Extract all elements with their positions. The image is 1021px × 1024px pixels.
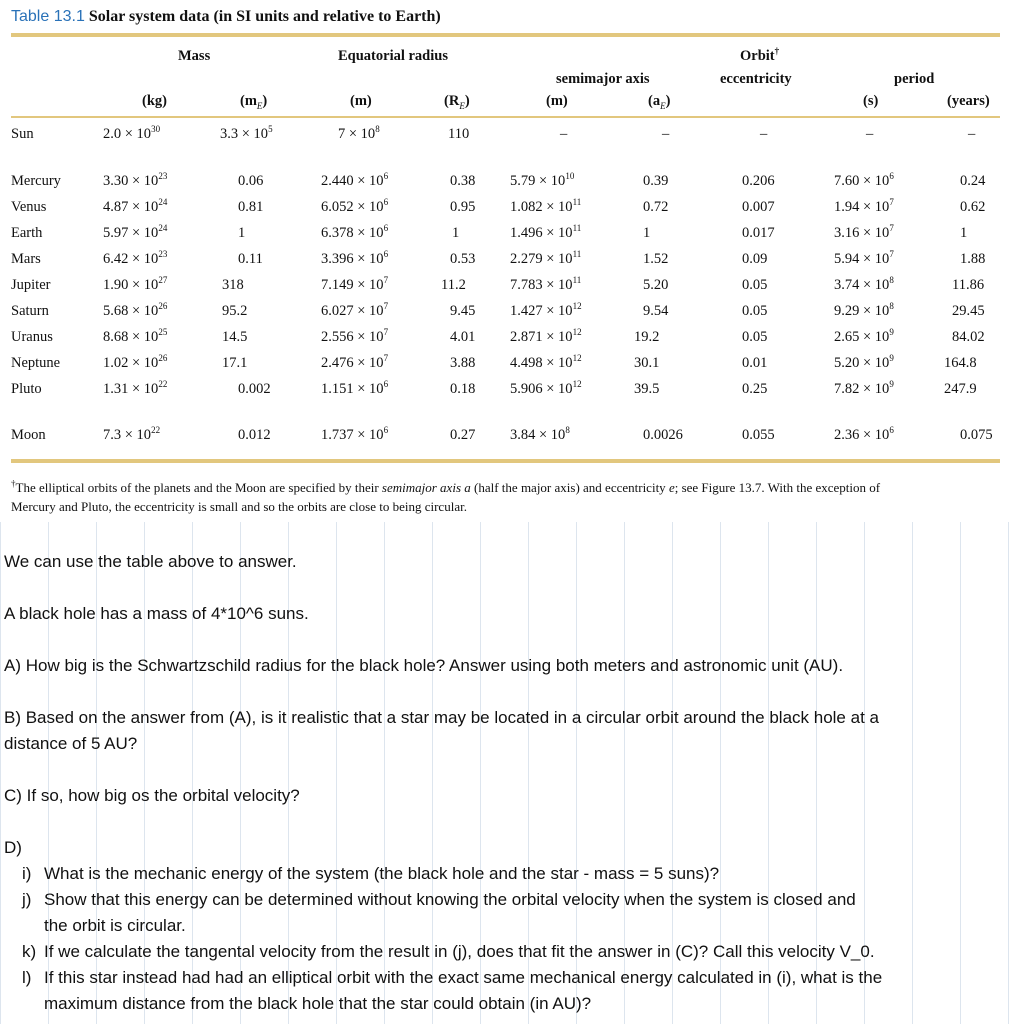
item-label: i) <box>22 864 32 883</box>
cell-axis-aE: 5.20 <box>643 277 669 293</box>
header-unit-s: (s) <box>863 93 879 109</box>
header-mass: Mass <box>178 48 211 64</box>
cell-axis-m: $1.082 \times 10^{11}$ <box>510 197 582 215</box>
cell-period-s: $5.94 \times 10^7$ <box>834 249 894 267</box>
question-d-item <box>22 916 186 936</box>
cell-period-years: 1.88 <box>960 251 986 267</box>
cell-radius-RE: 4.01 <box>450 329 476 345</box>
cell-axis-aE: 1.52 <box>643 251 669 267</box>
question-d-item <box>22 864 719 884</box>
cell-axis-m: $2.871 \times 10^{12}$ <box>510 327 582 345</box>
row-name: Venus <box>11 199 47 215</box>
cell-axis-aE: 30.1 <box>634 355 660 371</box>
row-name: Sun <box>11 126 34 142</box>
cell-radius-RE: 0.38 <box>450 173 476 189</box>
cell-eccentricity: 0.05 <box>742 303 768 319</box>
header-unit-mE: $(m_E)$ <box>240 93 268 111</box>
cell-radius-RE: 0.53 <box>450 251 476 267</box>
cell-period-years: 11.86 <box>952 277 985 293</box>
cell-period-s: $7.82 \times 10^9$ <box>834 379 894 397</box>
cell-period-years: 29.45 <box>952 303 985 319</box>
cell-mass-mE: 0.11 <box>238 251 263 267</box>
cell-period-s: $1.94 \times 10^7$ <box>834 197 894 215</box>
cell-axis-aE: 1 <box>643 225 651 241</box>
cell-axis-aE: 0.39 <box>643 173 669 189</box>
item-label: j) <box>22 890 32 909</box>
cell-eccentricity: 0.007 <box>742 199 775 215</box>
row-name: Mars <box>11 251 41 267</box>
cell-period-years: 0.62 <box>960 199 986 215</box>
item-text: Show that this energy can be determined without knowing the orbital velocity when the system is closed and <box>44 890 856 909</box>
cell-period-years: – <box>968 126 976 142</box>
question-d-item <box>22 994 591 1014</box>
header-rule <box>11 116 1000 118</box>
cell-axis-aE: 9.54 <box>643 303 669 319</box>
cell-axis-m: $4.498 \times 10^{12}$ <box>510 353 582 371</box>
cell-eccentricity: 0.09 <box>742 251 768 267</box>
header-unit-aE: $(a_E)$ <box>648 93 671 111</box>
top-rule <box>11 33 1000 37</box>
cell-mass-kg: $1.90 \times 10^{27}$ <box>103 275 168 293</box>
question-d-item <box>22 942 875 962</box>
cell-axis-aE: 0.0026 <box>643 427 683 443</box>
header-unit-kg: (kg) <box>142 93 167 109</box>
cell-period-s: $9.29 \times 10^8$ <box>834 301 894 319</box>
cell-mass-mE: 0.81 <box>238 199 264 215</box>
row-name: Jupiter <box>11 277 51 293</box>
row-name: Saturn <box>11 303 49 319</box>
cell-mass-kg: $1.31 \times 10^{22}$ <box>103 379 168 397</box>
cell-mass-mE: 17.1 <box>222 355 248 371</box>
cell-radius-m: $2.476 \times 10^7$ <box>321 353 389 371</box>
cell-mass-mE: 0.002 <box>238 381 271 397</box>
cell-mass-kg: $2.0 \times 10^{30}$ <box>103 124 161 142</box>
question-c: C) If so, how big os the orbital velocity? <box>4 786 300 805</box>
cell-period-years: 0.24 <box>960 173 986 189</box>
row-name: Neptune <box>11 355 61 371</box>
cell-eccentricity: 0.05 <box>742 329 768 345</box>
cell-mass-mE: $3.3 \times 10^5$ <box>220 124 273 142</box>
cell-mass-mE: 1 <box>238 225 246 241</box>
cell-radius-RE: 0.18 <box>450 381 476 397</box>
cell-mass-mE: 95.2 <box>222 303 248 319</box>
cell-radius-RE: 0.27 <box>450 427 476 443</box>
cell-eccentricity: 0.055 <box>742 427 775 443</box>
question-area <box>0 522 1021 1024</box>
cell-radius-RE: 3.88 <box>450 355 476 371</box>
cell-radius-m: $2.440 \times 10^6$ <box>321 171 389 189</box>
question-b-line1: B) Based on the answer from (A), is it realistic that a star may be located in a circular orbit around the black hole at a <box>4 708 879 727</box>
table-caption <box>11 8 441 26</box>
cell-period-years: 1 <box>960 225 968 241</box>
cell-axis-m: – <box>560 126 568 142</box>
item-text: the orbit is circular. <box>44 916 186 935</box>
question-intro: We can use the table above to answer. <box>4 552 297 571</box>
cell-mass-kg: $5.97 \times 10^{24}$ <box>103 223 168 241</box>
row-name: Uranus <box>11 329 53 345</box>
item-text: If we calculate the tangental velocity from the result in (j), does that fit the answer in (C)? Call this velocity V_0. <box>44 942 875 961</box>
header-unit-years: (years) <box>947 93 990 109</box>
cell-radius-m: $7.149 \times 10^7$ <box>321 275 389 293</box>
cell-radius-m: $6.378 \times 10^6$ <box>321 223 389 241</box>
header-unit-RE: $(R_E)$ <box>444 93 470 111</box>
cell-axis-m: $1.496 \times 10^{11}$ <box>510 223 582 241</box>
cell-period-s: $5.20 \times 10^9$ <box>834 353 894 371</box>
cell-period-s: $2.65 \times 10^9$ <box>834 327 894 345</box>
cell-axis-m: $2.279 \times 10^{11}$ <box>510 249 582 267</box>
cell-radius-RE: 9.45 <box>450 303 476 319</box>
header-semimajor-axis: semimajor axis <box>556 71 650 87</box>
item-text: If this star instead had had an elliptical orbit with the exact same mechanical energy calculated in (i), what is the <box>44 968 883 987</box>
cell-radius-m: $1.737 \times 10^6$ <box>321 425 389 443</box>
header-equatorial-radius: Equatorial radius <box>338 48 448 64</box>
cell-radius-m: $6.052 \times 10^6$ <box>321 197 389 215</box>
cell-radius-m: $2.556 \times 10^7$ <box>321 327 389 345</box>
cell-axis-aE: 39.5 <box>634 381 660 397</box>
cell-axis-m: $5.906 \times 10^{12}$ <box>510 379 582 397</box>
cell-axis-m: $1.427 \times 10^{12}$ <box>510 301 582 319</box>
header-eccentricity: eccentricity <box>720 71 792 87</box>
item-label: l) <box>22 968 32 987</box>
table-title: Solar system data (in SI units and relative to Earth) <box>88 8 441 25</box>
cell-axis-m: $5.79 \times 10^{10}$ <box>510 171 575 189</box>
cell-mass-kg: $8.68 \times 10^{25}$ <box>103 327 168 345</box>
cell-eccentricity: 0.05 <box>742 277 768 293</box>
cell-radius-m: $7 \times 10^8$ <box>338 124 380 142</box>
cell-eccentricity: – <box>760 126 768 142</box>
cell-axis-m: $7.783 \times 10^{11}$ <box>510 275 582 293</box>
item-text: What is the mechanic energy of the system (the black hole and the star - mass = 5 suns)? <box>44 864 720 883</box>
cell-radius-m: $1.151 \times 10^6$ <box>321 379 389 397</box>
header-orbit: Orbit† <box>740 46 780 64</box>
header-period: period <box>894 71 935 87</box>
cell-mass-kg: $5.68 \times 10^{26}$ <box>103 301 168 319</box>
question-d: D) <box>4 838 22 857</box>
cell-period-s: $7.60 \times 10^6$ <box>834 171 894 189</box>
question-b-line2: distance of 5 AU? <box>4 734 138 753</box>
cell-period-s: – <box>866 126 874 142</box>
cell-period-years: 0.075 <box>960 427 993 443</box>
item-text: maximum distance from the black hole that the star could obtain (in AU)? <box>44 994 592 1013</box>
cell-mass-kg: $4.87 \times 10^{24}$ <box>103 197 168 215</box>
row-name: Mercury <box>11 173 61 189</box>
bottom-rule <box>11 459 1000 463</box>
table-number: Table 13.1 <box>11 8 85 25</box>
cell-eccentricity: 0.25 <box>742 381 768 397</box>
table-footnote: †The elliptical orbits of the planets and the Moon are specified by their semimajor axis a (half the major axis) and eccentricity e; see Figure 13.7. With the exception of Mercury and Pluto, the eccentricity is small and so the orbits are close to being circular. <box>11 478 881 514</box>
row-name: Pluto <box>11 381 42 397</box>
cell-mass-kg: $7.3 \times 10^{22}$ <box>103 425 161 443</box>
row-name: Moon <box>11 427 46 443</box>
cell-mass-mE: 318 <box>222 277 244 293</box>
cell-period-s: $3.74 \times 10^8$ <box>834 275 894 293</box>
cell-period-years: 247.9 <box>944 381 977 397</box>
cell-period-years: 164.8 <box>944 355 977 371</box>
cell-radius-RE: 110 <box>448 126 470 142</box>
question-a: A) How big is the Schwartzschild radius for the black hole? Answer using both meters and astronomic unit (AU). <box>4 656 844 675</box>
cell-radius-RE: 11.2 <box>441 277 466 293</box>
header-unit-m-axis: (m) <box>546 93 568 109</box>
cell-radius-m: $6.027 \times 10^7$ <box>321 301 389 319</box>
cell-eccentricity: 0.01 <box>742 355 768 371</box>
cell-mass-kg: $6.42 \times 10^{23}$ <box>103 249 168 267</box>
question-premise: A black hole has a mass of 4*10^6 suns. <box>4 604 309 623</box>
cell-eccentricity: 0.206 <box>742 173 775 189</box>
cell-mass-mE: 0.012 <box>238 427 271 443</box>
row-name: Earth <box>11 225 43 241</box>
cell-radius-RE: 0.95 <box>450 199 476 215</box>
cell-period-years: 84.02 <box>952 329 985 345</box>
cell-period-s: $2.36 \times 10^6$ <box>834 425 894 443</box>
cell-period-s: $3.16 \times 10^7$ <box>834 223 894 241</box>
cell-axis-aE: 0.72 <box>643 199 669 215</box>
item-label: k) <box>22 942 37 961</box>
cell-mass-mE: 14.5 <box>222 329 248 345</box>
question-d-item <box>22 890 856 910</box>
cell-axis-aE: 19.2 <box>634 329 660 345</box>
cell-radius-m: $3.396 \times 10^6$ <box>321 249 389 267</box>
cell-mass-kg: $1.02 \times 10^{26}$ <box>103 353 168 371</box>
header-unit-m-radius: (m) <box>350 93 372 109</box>
cell-mass-mE: 0.06 <box>238 173 264 189</box>
cell-eccentricity: 0.017 <box>742 225 775 241</box>
cell-mass-kg: $3.30 \times 10^{23}$ <box>103 171 168 189</box>
cell-radius-RE: 1 <box>452 225 460 241</box>
question-d-item <box>22 968 882 988</box>
cell-axis-aE: – <box>662 126 670 142</box>
cell-axis-m: $3.84 \times 10^8$ <box>510 425 570 443</box>
